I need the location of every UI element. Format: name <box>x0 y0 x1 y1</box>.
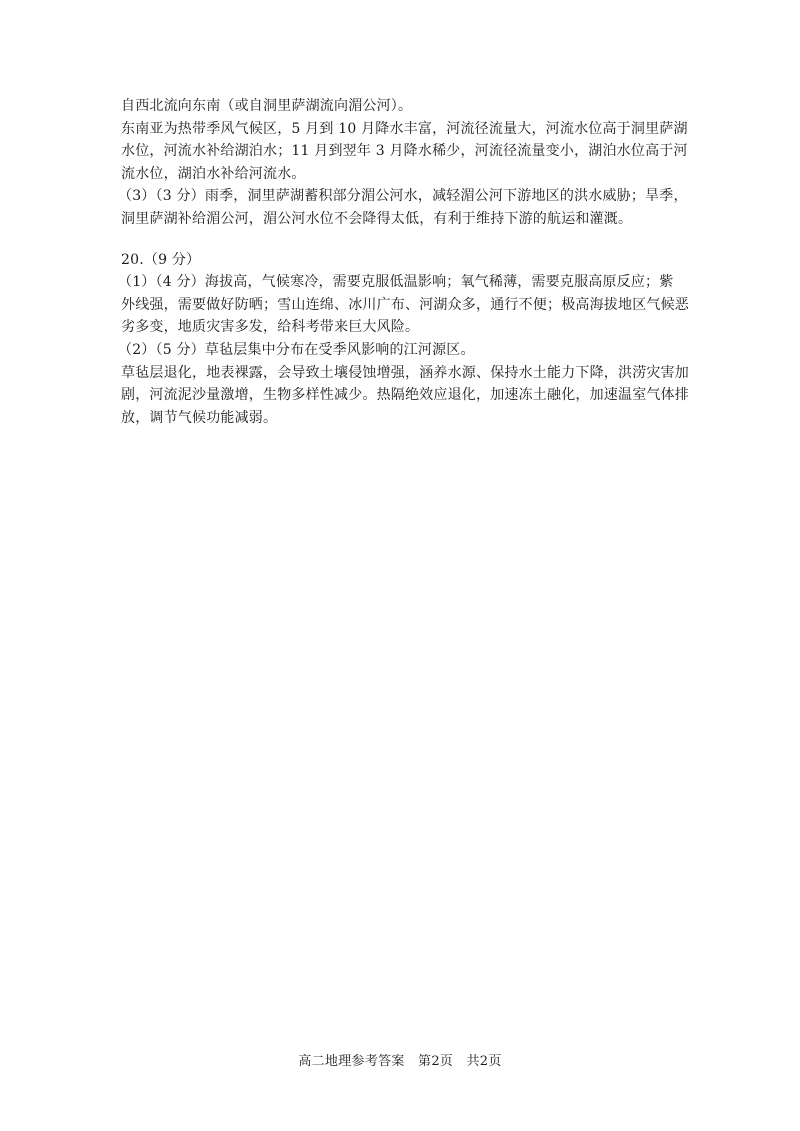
text-line: （2）（5 分）草毡层集中分布在受季风影响的江河源区。 <box>118 341 475 358</box>
text-line: 劣多变，地质灾害多发，给科考带来巨大风险。 <box>121 319 420 336</box>
answer-content <box>118 95 689 429</box>
text-line: 外线强，需要做好防晒；雪山连绵、冰川广布、河湖众多，通行不便；极高海拔地区气候恶 <box>121 296 689 313</box>
text-line: （1）（4 分）海拔高，气候寒冷，需要克服低温影响；氧气稀薄，需要克服高原反应；紫 <box>118 274 674 291</box>
text-line: 自西北流向东南（或自洞里萨湖流向湄公河）。 <box>121 98 413 114</box>
text-line: 洞里萨湖补给湄公河，湄公河水位不会降得太低，有利于维持下游的航运和灌溉。 <box>121 210 633 227</box>
question-heading: 20.（9 分） <box>121 251 201 268</box>
text-line: 流水位，湖泊水补给河流水。 <box>121 165 306 182</box>
text-line: 水位，河流水补给湖泊水；11 月到翌年 3 月降水稀少，河流径流量变小，湖泊水位高于河 <box>121 143 688 160</box>
text-line: 东南亚为热带季风气候区，5 月到 10 月降水丰富，河流径流量大，河流水位高于洞里萨湖 <box>121 120 688 137</box>
text-line: 草毡层退化，地表裸露，会导致土壤侵蚀增强，涵养水源、保持水土能力下降，洪涝灾害加 <box>121 364 689 381</box>
text-line: 剧，河流泥沙量激增，生物多样性减少。热隔绝效应退化，加速冻土融化，加速温室气体排 <box>121 387 689 404</box>
text-line: （3）（3 分）雨季，洞里萨湖蓄积部分湄公河水，减轻湄公河下游地区的洪水威胁；旱季， <box>118 188 688 205</box>
text-line: 放，调节气候功能减弱。 <box>121 409 278 426</box>
page-footer: 高二地理参考答案 第2页 共2页 <box>298 1054 502 1069</box>
section-spacer <box>121 231 681 249</box>
